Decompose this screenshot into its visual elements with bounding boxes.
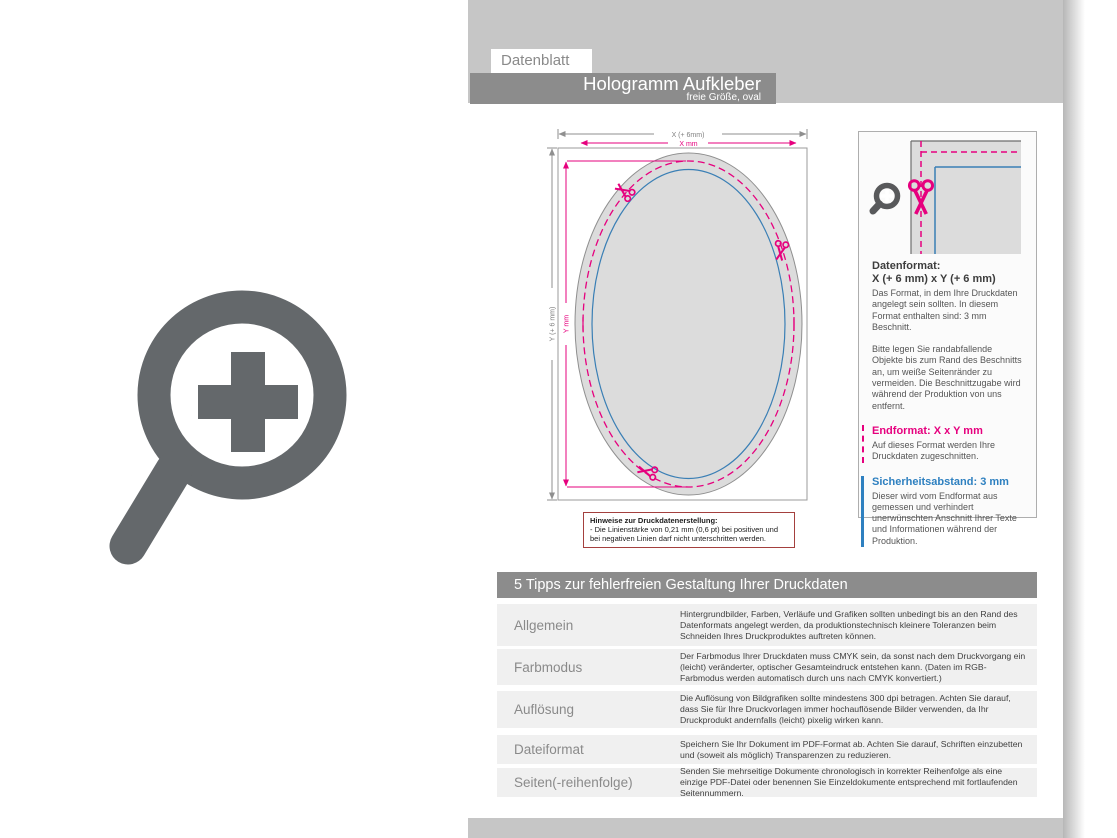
note-body: - Die Linienstärke von 0,21 mm (0,6 pt) bei positiven und bei negativen Linien darf nicht unterschritten werden. [590, 525, 779, 543]
datenformat-paragraph-2: Bitte legen Sie randabfallende Objekte bis zum Rand des Beschnitts an, um weiße Seitenränder zu vermeiden. Die Beschnittzugabe wird während der Produktion von uns entfernt. [872, 344, 1022, 411]
page-shadow [1063, 0, 1085, 838]
dimension-x-outer [558, 129, 807, 139]
tip-row-text: Die Auflösung von Bildgrafiken sollte mindestens 300 dpi betragen. Achten Sie darauf, dass Sie für Ihre Druckvorlagen immer hochauflösende Bilder verwenden, da Ihr Druckprodukt andernfalls (leicht) pixelig wirken kann. [680, 693, 1011, 725]
tip-row-label: Farbmodus [514, 659, 583, 675]
sicherheitsabstand-title: Sicherheitsabstand: 3 mm [872, 475, 1009, 488]
oval-template-diagram [518, 120, 828, 530]
endformat-title: Endformat: X x Y mm [872, 424, 983, 437]
bleed-ellipse [575, 153, 802, 495]
table-row [497, 604, 1037, 646]
tips-header [497, 572, 1037, 598]
zoom-plus-icon-small [873, 186, 898, 212]
dim-label-y-inner: Y mm [563, 314, 571, 334]
note-title: Hinweise zur Druckdatenerstellung: [590, 516, 718, 525]
corner-detail-diagram [859, 132, 1036, 262]
sicherheitsabstand-paragraph: Dieser wird vom Endformat aus gemessen und verhindert unerwünschten Anschnitt Ihrer Texte und Informationen während der Produktion. [872, 490, 1017, 546]
datenformat-title: Datenformat: [872, 260, 941, 272]
footer-band [468, 818, 1063, 838]
tip-row-label: Seiten(-reihenfolge) [514, 775, 633, 790]
table-row [497, 768, 1037, 797]
dim-label-x-inner: X mm [679, 141, 698, 148]
table-row [497, 649, 1037, 685]
corner-sticker-area [911, 141, 1021, 254]
page-subtitle: freie Größe, oval [686, 92, 761, 103]
tip-row-label: Dateiformat [514, 742, 584, 757]
dim-label-x-outer: X (+ 6mm) [671, 132, 705, 139]
tip-row-label: Auflösung [514, 702, 575, 717]
datenformat-formula: X (+ 6 mm) x Y (+ 6 mm) [872, 273, 996, 285]
zoom-plus-icon [100, 280, 390, 570]
dimension-y-outer [547, 148, 557, 500]
endformat-section [862, 425, 1025, 463]
datasheet-page [468, 0, 1063, 838]
format-info-panel [858, 131, 1037, 546]
tip-row-text: Der Farbmodus Ihrer Druckdaten muss CMYK sein, da sonst nach dem Druckvorgang ein (leicht) veränderter, optischer Gesamteindruck entstehen kann. (Daten im RGB-Farbmodus werden automatisch durch uns nach CMYK konvertiert.) [680, 650, 1026, 683]
sicherheitsabstand-section [861, 476, 1025, 547]
table-row [497, 735, 1037, 764]
tip-row-label: Allgemein [514, 617, 574, 633]
format-info-text [872, 260, 1025, 547]
datenformat-section [872, 260, 1025, 412]
tips-header-label: 5 Tipps zur fehlerfreien Gestaltung Ihrer Druckdaten [514, 577, 848, 593]
endformat-paragraph: Auf dieses Format werden Ihre Druckdaten zugeschnitten. [872, 439, 996, 462]
datenformat-paragraph-1: Das Format, in dem Ihre Druckdaten angelegt sein sollten. In diesem Format enthalten sind: 3 mm Beschnitt. [872, 288, 1018, 332]
datenblatt-label: Datenblatt [501, 52, 570, 69]
tip-row-text: Senden Sie mehrseitige Dokumente chronologisch in korrekter Reihenfolge als eine einzige PDF-Datei oder benennen Sie Einzeldokumente entsprechend mit fortlaufenden Seitennummern. [680, 766, 1018, 798]
dim-label-y-outer: Y (+ 6 mm) [549, 306, 557, 342]
print-note-box [583, 512, 795, 548]
datenblatt-tab [491, 49, 592, 73]
table-row [497, 691, 1037, 728]
title-band [470, 73, 776, 104]
page-title: Hologramm Aufkleber [583, 73, 761, 94]
tip-row-text: Speichern Sie Ihr Dokument im PDF-Format ab. Achten Sie darauf, Schriften einzubetten und (soweit als möglich) Transparenzen zu reduzieren. [680, 738, 1023, 760]
tip-row-text: Hintergrundbilder, Farben, Verläufe und Grafiken sollten unbedingt bis an den Rand des Datenformats angelegt werden, da produktionstechnisch kleinere Toleranzen beim Schneiden Ihres Druckproduktes auftreten können. [680, 608, 1018, 641]
